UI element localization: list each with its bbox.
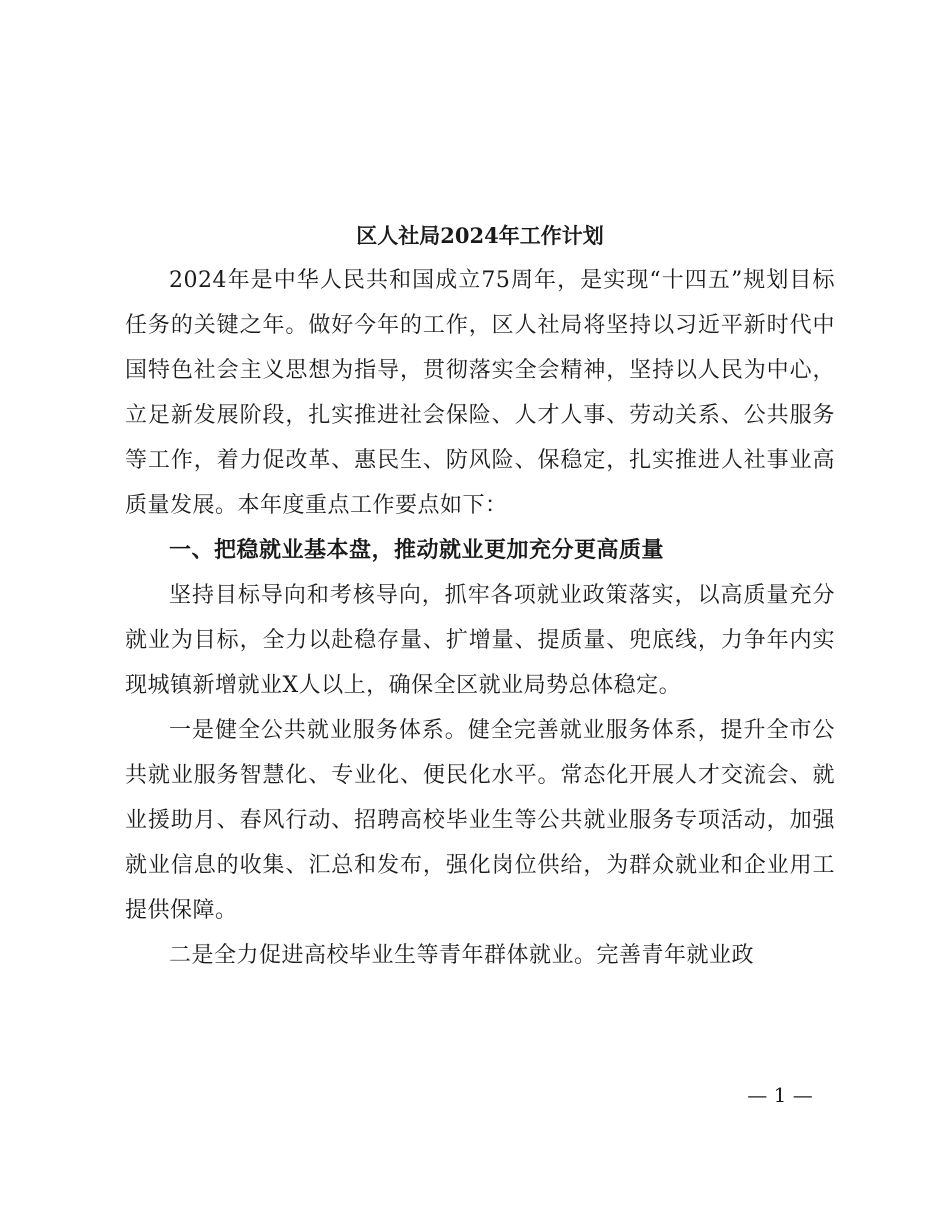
document-title: 区人社局2024年工作计划 bbox=[356, 223, 604, 248]
page-number: — 1 — bbox=[747, 1083, 813, 1107]
intro-paragraph: 2024年是中华人民共和国成立75周年，是实现“十四五”规划目标任务的关键之年。做好今年的工作，区人社局将坚持以习近平新时代中国特色社会主义思想为指导，贯彻落实全会精神，坚持以人民为中心，立足新发展阶段，扎实推进社会保险、人才人事、劳动关系、公共服务等工作，着力促改革、惠民生、防风险、保稳定，扎实推进人社事业高质量发展。本年度重点工作要点如下： bbox=[125, 268, 835, 518]
section-1-paragraph: 坚持目标导向和考核导向，抓牢各项就业政策落实，以高质量充分就业为目标，全力以赴稳存量、扩增量、提质量、兜底线，力争年内实现城镇新增就业X人以上，确保全区就业局势总体稳定。 bbox=[125, 583, 835, 698]
item-1-paragraph: 一是健全公共就业服务体系。健全完善就业服务体系，提升全市公共就业服务智慧化、专业化、便民化水平。常态化开展人才交流会、就业援助月、春风行动、招聘高校毕业生等公共就业服务专项活动，加强就业信息的收集、汇总和发布，强化岗位供给，为群众就业和企业用工提供保障。 bbox=[125, 718, 835, 923]
item-2-paragraph: 二是全力促进高校毕业生等青年群体就业。完善青年就业政 bbox=[169, 943, 755, 968]
document-body bbox=[125, 258, 835, 978]
section-heading-1: 一、把稳就业基本盘，推动就业更加充分更高质量 bbox=[169, 537, 665, 563]
